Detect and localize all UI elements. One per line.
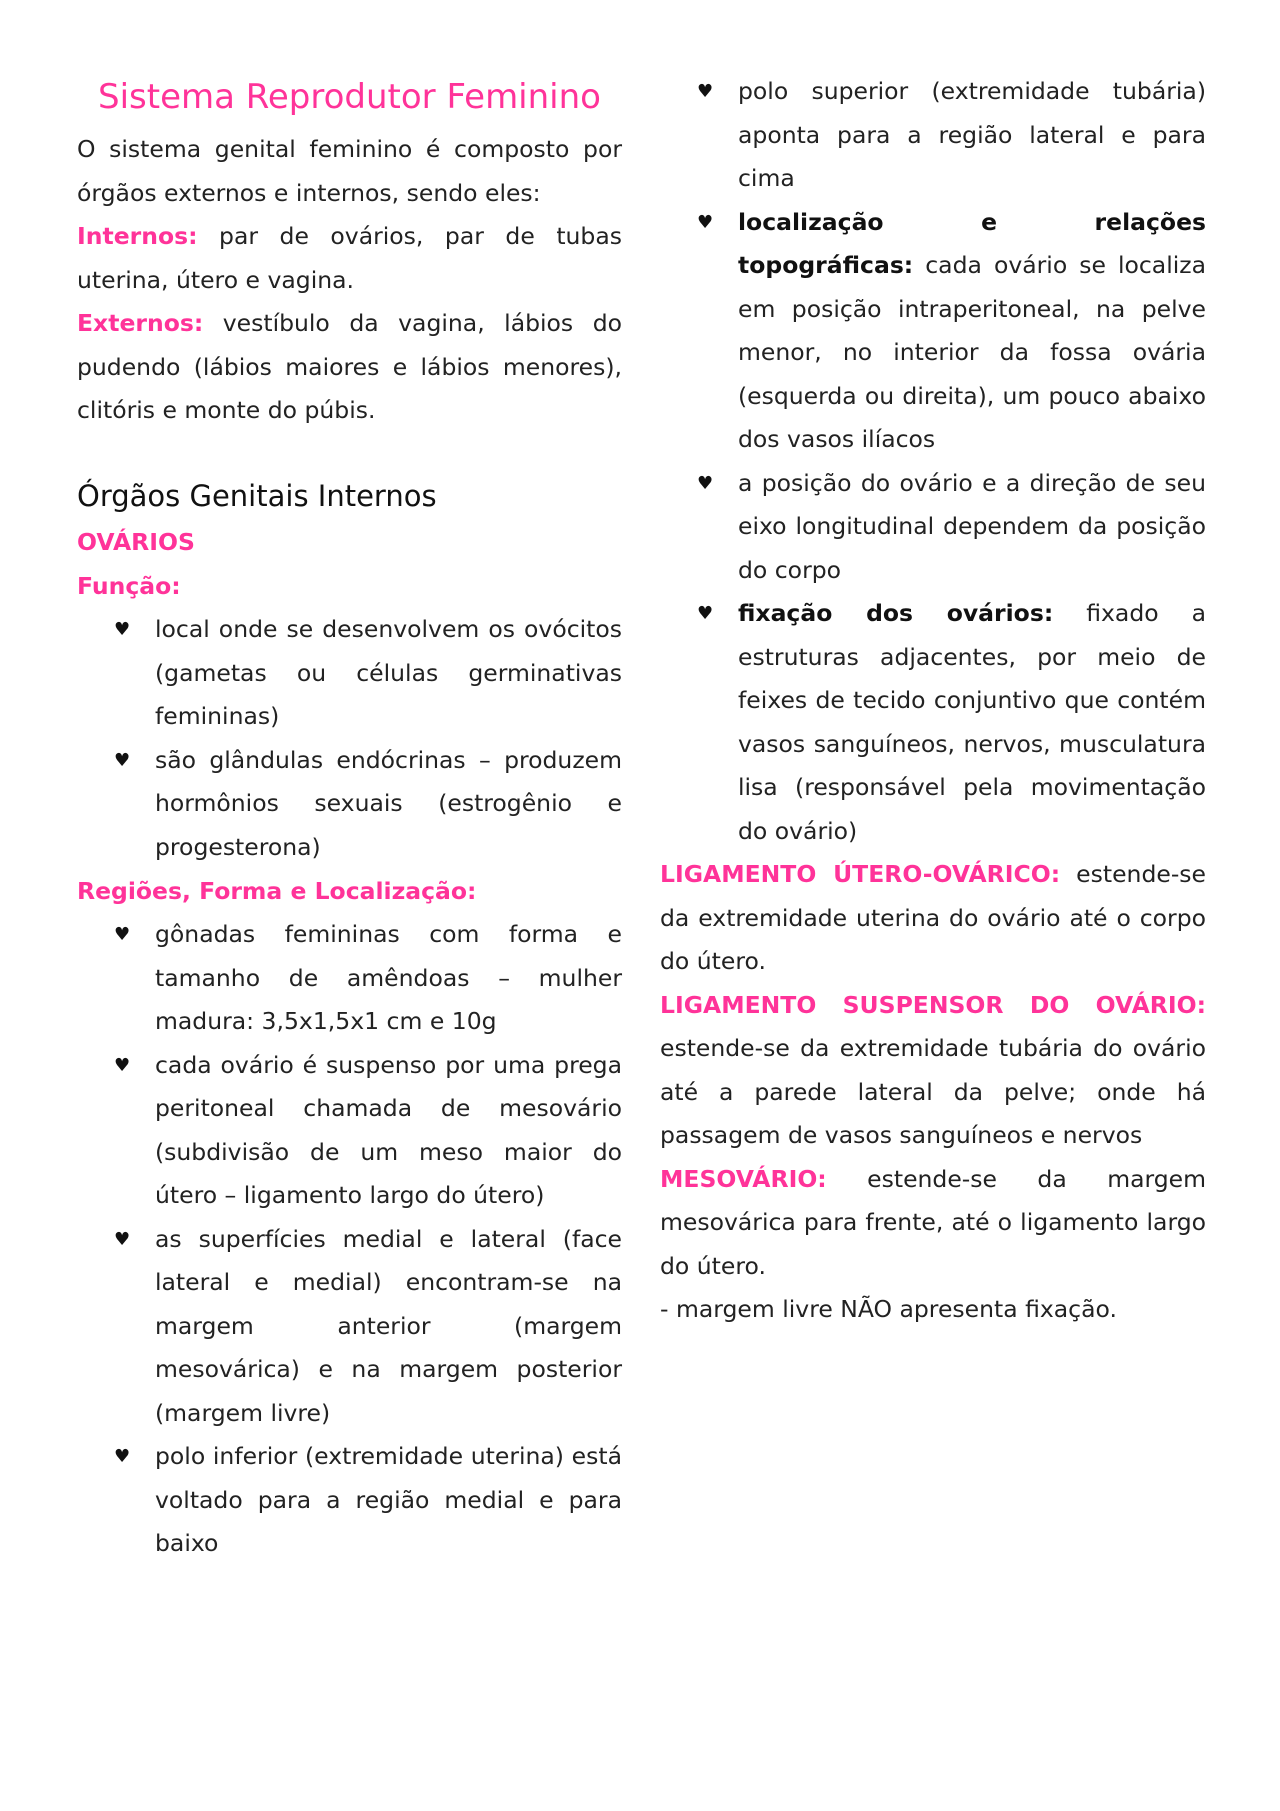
list-item: ♥ localização e relações topográficas: cada ovário se localiza em posição intraperitoneal, na pelve menor, no interior da fossa ovária (esquerda ou direita), um pouco abaixo dos vasos ilíacos (660, 201, 1206, 462)
regioes-list-continued (660, 70, 1206, 853)
list-item: ♥ polo inferior (extremidade uterina) está voltado para a região medial e para baixo (77, 1435, 622, 1566)
list-item: ♥ gônadas femininas com forma e tamanho de amêndoas – mulher madura: 3,5x1,5x1 cm e 10g (77, 913, 622, 1044)
list-item: ♥ fixação dos ovários: fixado a estruturas adjacentes, por meio de feixes de tecido conjuntivo que contém vasos sanguíneos, nervos, musculatura lisa (responsável pela movimentação do ovário) (660, 592, 1206, 853)
heart-bullet-icon: ♥ (114, 1228, 131, 1250)
ligamento-suspensor-label: LIGAMENTO SUSPENSOR DO OVÁRIO: (660, 990, 1206, 1019)
heart-bullet-icon: ♥ (114, 924, 131, 945)
funcao-list (77, 608, 622, 869)
list-item: ♥ local onde se desenvolvem os ovócitos (gametas ou células germinativas femininas) (77, 608, 622, 739)
regioes-heading: Regiões, Forma e Localização: (77, 877, 477, 905)
ligamento-suspensor-paragraph: LIGAMENTO SUSPENSOR DO OVÁRIO: estende-se da extremidade tubária do ovário até a parede lateral da pelve; onde há passagem de vasos sanguíneos e nervos (660, 990, 1206, 1149)
regioes-list (77, 913, 622, 1566)
heart-bullet-icon: ♥ (114, 1446, 131, 1467)
localizacao-label: localização e relações topográficas: (738, 207, 1206, 279)
externos-label: Externos: (77, 309, 204, 337)
mesovario-paragraph: MESOVÁRIO: estende-se da margem mesovárica para frente, até o ligamento largo do útero. (660, 1164, 1206, 1280)
list-item: ♥ são glândulas endócrinas – produzem hormônios sexuais (estrogênio e progesterona) (77, 739, 622, 870)
heart-bullet-icon: ♥ (114, 1054, 131, 1076)
section-title: Órgãos Genitais Internos (77, 479, 437, 513)
internos-label: Internos: (77, 222, 198, 250)
internos-paragraph (77, 215, 622, 302)
heart-bullet-icon: ♥ (114, 619, 131, 640)
heart-bullet-icon: ♥ (114, 749, 131, 771)
fixacao-label: fixação dos ovários: (738, 599, 1054, 627)
list-item: ♥ as superfícies medial e lateral (face lateral e medial) encontram-se na margem anterior (margem mesovárica) e na margem posterior (margem livre) (77, 1218, 622, 1436)
ovarios-heading: OVÁRIOS (77, 528, 195, 556)
heart-bullet-icon: ♥ (697, 472, 714, 494)
ligamento-utero-paragraph: LIGAMENTO ÚTERO-OVÁRICO: estende-se da extremidade uterina do ovário até o corpo do útero. (660, 860, 1206, 975)
externos-text: vestíbulo da vagina, lábios do pudendo (lábios maiores e lábios menores), clitóris e monte do púbis. (77, 309, 622, 424)
list-item: ♥ polo superior (extremidade tubária) aponta para a região lateral e para cima (660, 70, 1206, 201)
externos-paragraph (77, 302, 622, 433)
ligamento-utero-label: LIGAMENTO ÚTERO-OVÁRICO: (660, 860, 1061, 888)
mesovario-label: MESOVÁRIO: (660, 1164, 827, 1193)
heart-bullet-icon: ♥ (697, 211, 714, 233)
page-title: Sistema Reprodutor Feminino (98, 77, 601, 117)
margem-livre-note: - margem livre NÃO apresenta fixação. (660, 1295, 1117, 1323)
list-item: ♥ a posição do ovário e a direção de seu eixo longitudinal dependem da posição do corpo (660, 462, 1206, 593)
funcao-heading: Função: (77, 572, 181, 600)
intro-paragraph: O sistema genital feminino é composto por órgãos externos e internos, sendo eles: (77, 135, 622, 207)
heart-bullet-icon: ♥ (697, 81, 714, 102)
list-item: ♥ cada ovário é suspenso por uma prega peritoneal chamada de mesovário (subdivisão de um meso maior do útero – ligamento largo do útero) (77, 1044, 622, 1218)
heart-bullet-icon: ♥ (697, 603, 714, 624)
internos-text: par de ovários, par de tubas uterina, útero e vagina. (77, 222, 622, 294)
